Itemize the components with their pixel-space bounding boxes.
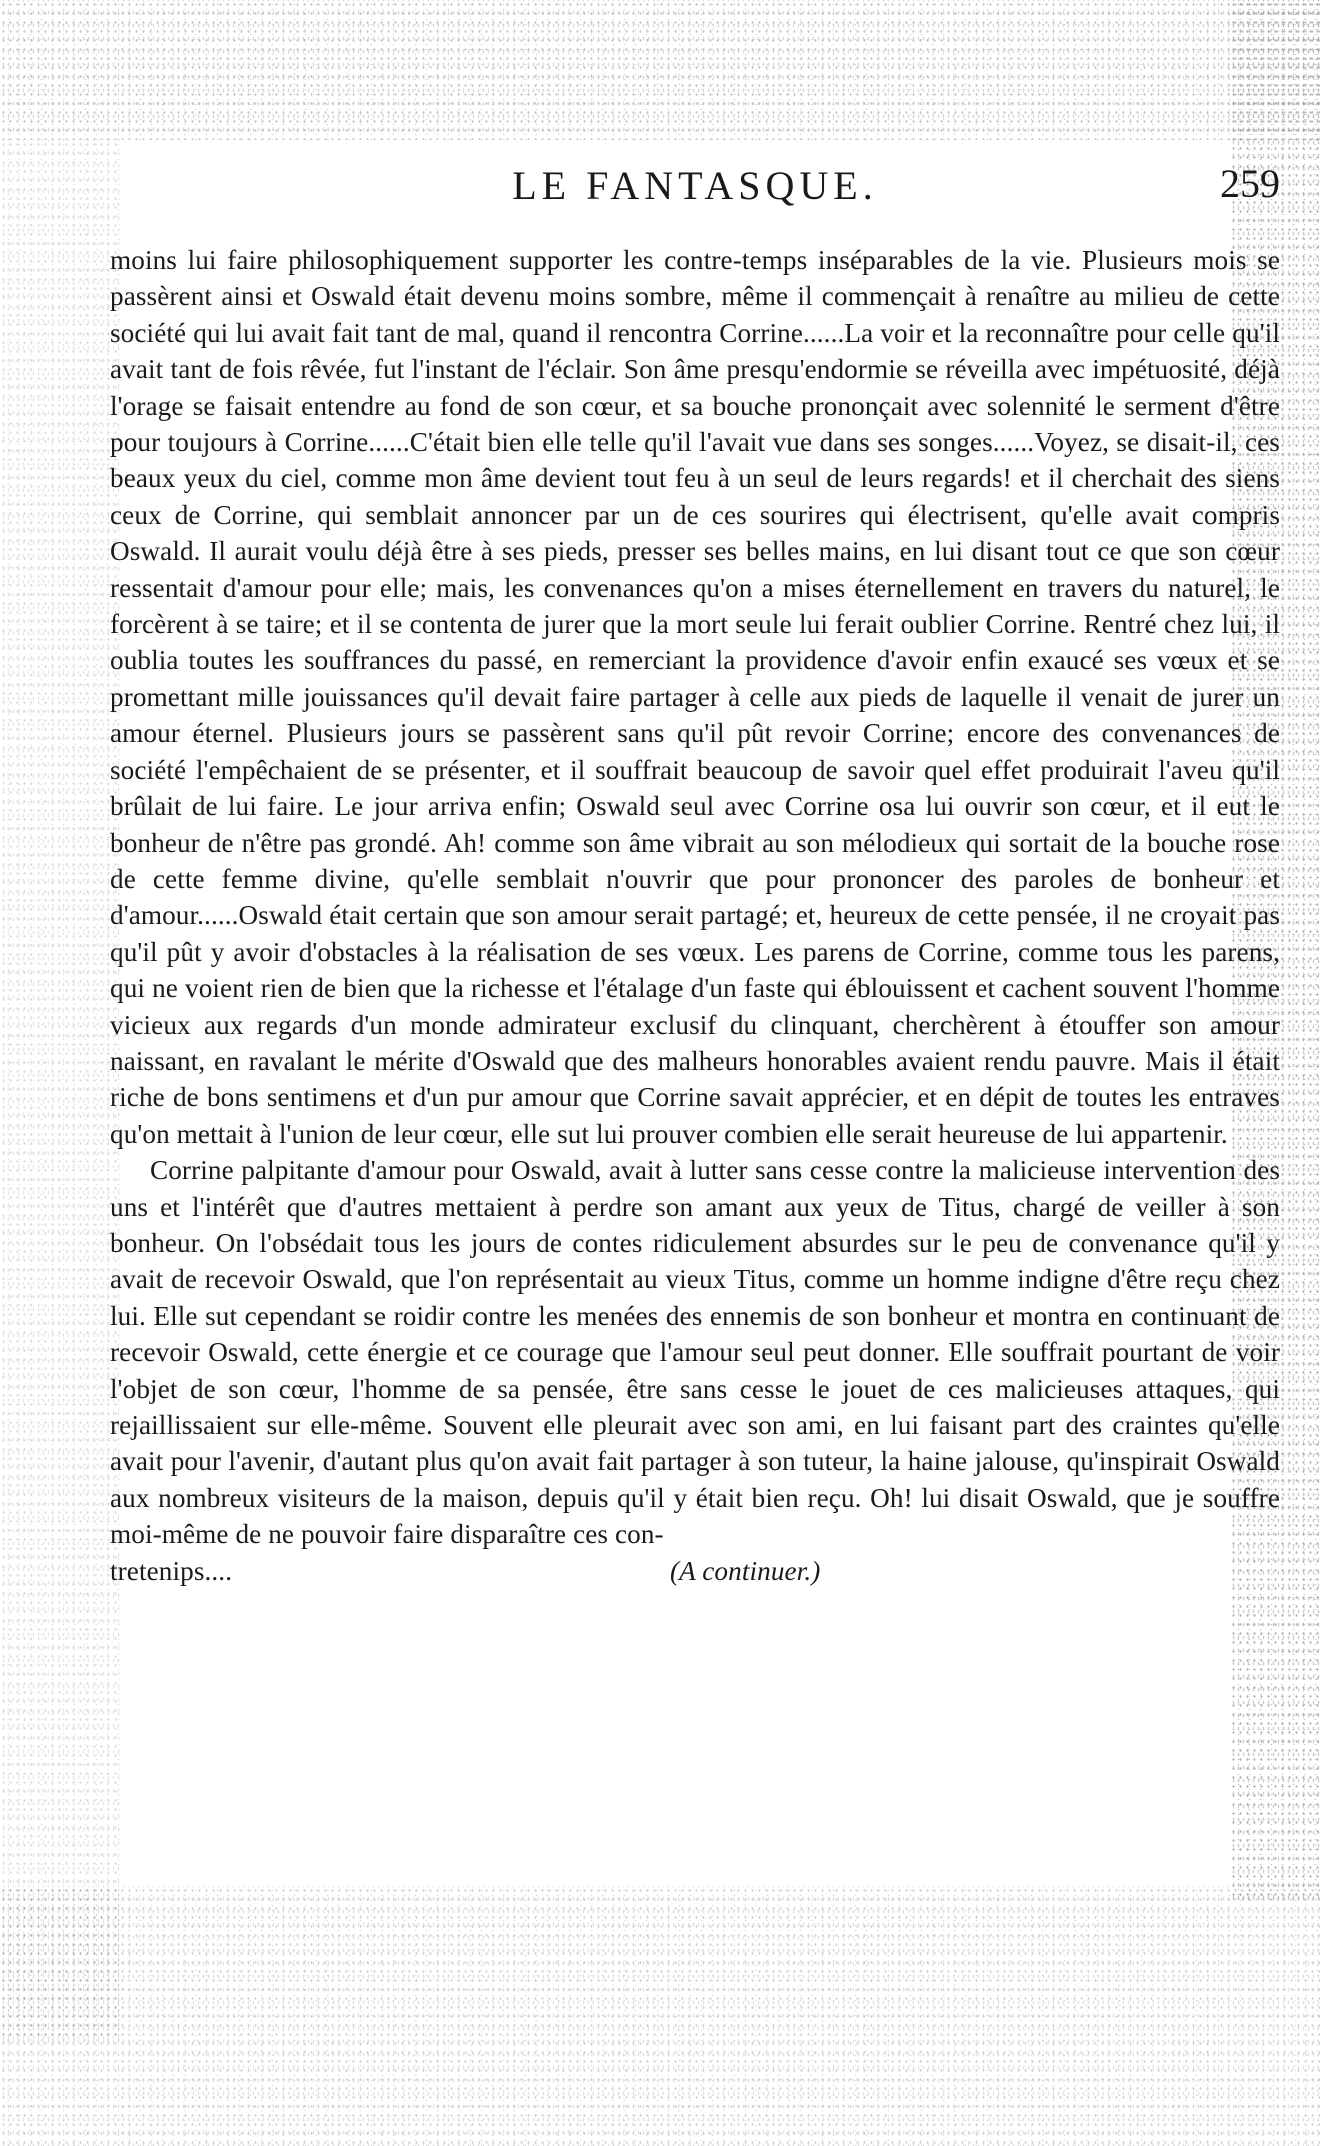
last-line xyxy=(110,1553,1280,1589)
scan-noise-left xyxy=(0,140,120,2040)
scan-noise-top xyxy=(0,0,1320,140)
running-title: LE FANTASQUE. xyxy=(512,163,878,208)
paragraph: Corrine palpitante d'amour pour Oswald, avait à lutter sans cesse contre la malicieuse intervention des uns et l'intérêt que d'autres mettaient à perdre son amant aux yeux de Titus, chargé de veiller à son bonheur. On l'obsédait tous les jours de contes ridiculement absurdes sur le peu de convenance qu'il y avait de recevoir Oswald, que l'on représentait au vieux Titus, comme un homme indigne d'être reçu chez lui. Elle sut cependant se roidir contre les menées des ennemis de son bonheur et montra en continuant de recevoir Oswald, cette énergie et ce courage que l'amour seul peut donner. Elle souffrait pourtant de voir l'objet de son cœur, l'homme de sa pensée, être sans cesse le jouet de ces malicieuses attaques, qui rejaillissaient sur elle-même. Souvent elle pleurait avec son ami, en lui faisant part des craintes qu'elle avait pour l'avenir, d'autant plus qu'on avait fait partager à son tuteur, la haine jalouse, qu'inspirait Oswald aux nombreux visiteurs de la maison, depuis qu'il y était bien reçu. Oh! lui disait Oswald, que je souffre moi-même de ne pouvoir faire disparaître ces con- xyxy=(110,1155,1280,1550)
last-line-text: tretenips.... xyxy=(110,1555,233,1586)
continuation-note: (A continuer.) xyxy=(670,1555,821,1586)
scan-noise-bottom xyxy=(0,1886,1320,2146)
body-text xyxy=(110,242,1280,1589)
running-head xyxy=(110,160,1280,220)
page-number: 259 xyxy=(1220,161,1280,206)
paragraph: moins lui faire philosophiquement supporter les contre-temps inséparables de la vie. Plusieurs mois se passèrent ainsi et Oswald était devenu moins sombre, même il commençait à renaître au milieu de cette société qui lui avait fait tant de mal, quand il rencontra Corrine......La voir et la reconnaître pour celle qu'il avait tant de fois rêvée, fut l'instant de l'éclair. Son âme presqu'endormie se réveilla avec impétuosité, déjà l'orage se faisait entendre au fond de son cœur, et sa bouche prononçait avec solennité le serment d'être pour toujours à Corrine......C'était bien elle telle qu'il l'avait vue dans ses songes......Voyez, se disait-il, ces beaux yeux du ciel, comme mon âme devient tout feu à un seul de leurs regards! et il cherchait des siens ceux de Corrine, qui semblait annoncer par un de ces sourires qui électrisent, qu'elle avait compris Oswald. Il aurait voulu déjà être à ses pieds, presser ses belles mains, en lui disant tout ce que son cœur ressentait d'amour pour elle; mais, les convenances qu'on a mises éternellement en travers du naturel, le forcèrent à se taire; et il se contenta de jurer que la mort seule lui ferait oublier Corrine. Rentré chez lui, il oublia toutes les souffrances du passé, en remerciant la providence d'avoir enfin exaucé ses vœux et se promettant mille jouissances qu'il devait faire partager à celle aux pieds de laquelle il venait de jurer un amour éternel. Plusieurs jours se passèrent sans qu'il pût revoir Corrine; encore des convenances de société l'empêchaient de se présenter, et il souffrait beaucoup de savoir quel effet produirait l'aveu qu'il brûlait de lui faire. Le jour arriva enfin; Oswald seul avec Corrine osa lui ouvrir son cœur, et il eut le bonheur de n'être pas grondé. Ah! comme son âme vibrait au son mélodieux qui sortait de la bouche rose de cette femme divine, qu'elle semblait n'ouvrir que pour prononcer des paroles de bonheur et d'amour......Oswald était certain que son amour serait partagé; et, heureux de cette pensée, il ne croyait pas qu'il pût y avoir d'obstacles à la réalisation de ses vœux. Les parens de Corrine, comme tous les parens, qui ne voient rien de bien que la richesse et l'étalage d'un faste qui éblouissent et cachent souvent l'homme vicieux aux regards d'un monde admirateur exclusif du clinquant, cherchèrent à étouffer son amour naissant, en ravalant le mérite d'Oswald que des malheurs honorables avaient rendu pauvre. Mais il était riche de bons sentimens et d'un pur amour que Corrine savait apprécier, et en dépit de toutes les entraves qu'on mettait à l'union de leur cœur, elle sut lui prouver combien elle serait heureuse de lui appartenir. xyxy=(110,245,1280,1149)
page xyxy=(110,160,1280,1589)
